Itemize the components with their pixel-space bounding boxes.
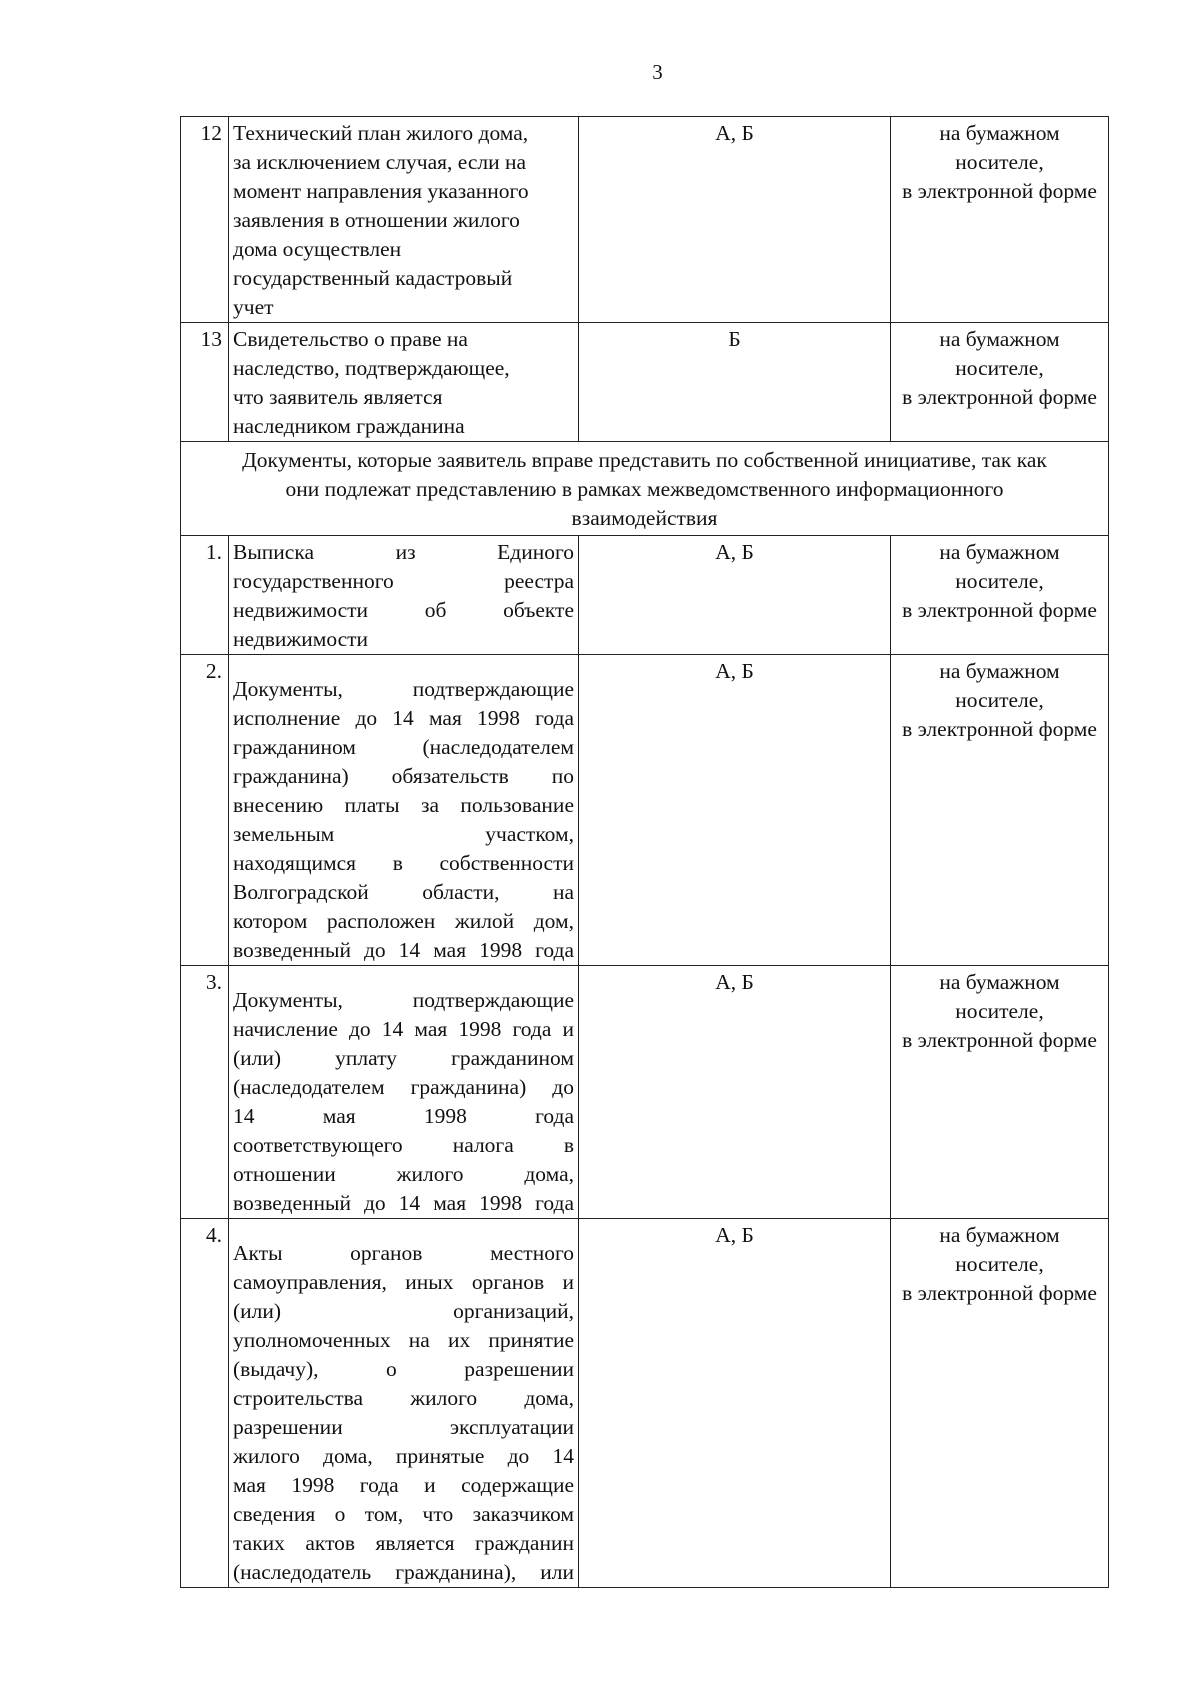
applicant-category: А, Б [579,117,891,323]
table-row [181,1219,1109,1588]
table-row [181,655,1109,966]
row-number: 12 [181,117,229,323]
table-row [181,117,1109,323]
document-description: Документы, подтверждающие начисление до 14 мая 1998 года и (или) уплату гражданином (наследодателем гражданина) до 14 мая 1998 года соответствующего налога в отношении жилого дома, возведенный до 14 мая 1998 года [229,966,579,1219]
submission-form: на бумажном носителе, в электронной форме [891,323,1109,442]
document-description: Акты органов местного самоуправления, иных органов и (или) организаций, уполномоченных на их принятие (выдачу), о разрешении строительства жилого дома, разрешении эксплуатации жилого дома, принятые до 14 мая 1998 года и содержащие сведения о том, что заказчиком таких актов является гражданин (наследодатель гражданина), или [229,1219,579,1588]
row-number: 1. [181,536,229,655]
applicant-category: А, Б [579,536,891,655]
row-number: 3. [181,966,229,1219]
submission-form: на бумажном носителе, в электронной форме [891,117,1109,323]
row-number: 4. [181,1219,229,1588]
section-header-row [181,442,1109,536]
documents-table [180,116,1109,1588]
section-header: Документы, которые заявитель вправе представить по собственной инициативе, так как они подлежат представлению в рамках межведомственного информационного взаимодействия [181,442,1109,536]
submission-form: на бумажном носителе, в электронной форме [891,536,1109,655]
applicant-category: А, Б [579,655,891,966]
table-row [181,323,1109,442]
document-description: Выписка из Единого государственного реестра недвижимости об объекте недвижимости [229,536,579,655]
row-number: 13 [181,323,229,442]
document-description: Документы, подтверждающие исполнение до 14 мая 1998 года гражданином (наследодателем гражданина) обязательств по внесению платы за пользование земельным участком, находящимся в собственности Волгоградской области, на котором расположен жилой дом, возведенный до 14 мая 1998 года [229,655,579,966]
table-row [181,536,1109,655]
submission-form: на бумажном носителе, в электронной форме [891,966,1109,1219]
applicant-category: А, Б [579,966,891,1219]
document-description: Технический план жилого дома, за исключением случая, если на момент направления указанного заявления в отношении жилого дома осуществлен государственный кадастровый учет [229,117,579,323]
submission-form: на бумажном носителе, в электронной форме [891,1219,1109,1588]
row-number: 2. [181,655,229,966]
page-number: 3 [652,60,663,84]
table-row [181,966,1109,1219]
applicant-category: Б [579,323,891,442]
applicant-category: А, Б [579,1219,891,1588]
submission-form: на бумажном носителе, в электронной форме [891,655,1109,966]
document-description: Свидетельство о праве на наследство, подтверждающее, что заявитель является наследником гражданина [229,323,579,442]
